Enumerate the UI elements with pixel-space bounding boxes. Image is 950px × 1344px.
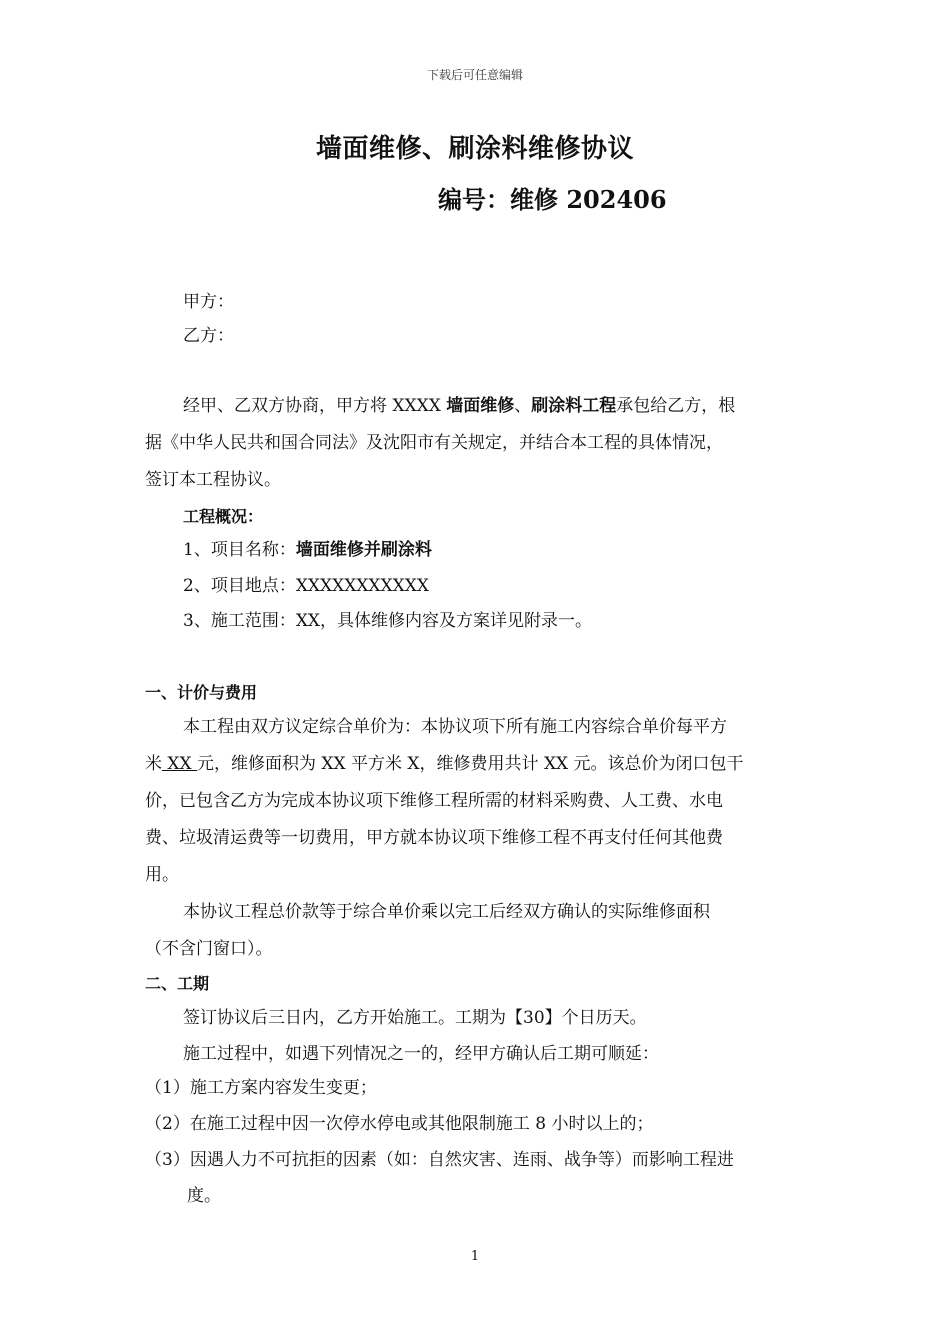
overview-item-3: 3、施工范围：XX，具体维修内容及方案详见附录一。 xyxy=(183,611,593,631)
text: 元，维修面积为 XX 平方米 X，维修费用共计 XX 元。该总价为闭口包干 xyxy=(197,754,744,774)
intro-text: 承包给乙方，根 xyxy=(616,396,736,416)
section-1-line-4: 费、垃圾清运费等一切费用，甲方就本协议项下维修工程不再支付任何其他费 xyxy=(145,828,723,848)
intro-line-1 xyxy=(183,395,735,417)
section-1-line-6: 本协议工程总价款等于综合单价乘以完工后经双方确认的实际维修面积 xyxy=(183,902,710,922)
intro-text: 经甲、乙双方协商，甲方将 XXXX xyxy=(183,396,447,416)
section-2-line-1: 签订协议后三日内，乙方开始施工。工期为【30】个日历天。 xyxy=(183,1008,647,1028)
unit-price-blank: XX xyxy=(162,754,198,774)
project-name: 墙面维修并刷涂料 xyxy=(295,540,432,560)
section-1-line-3: 价，已包含乙方为完成本协议项下维修工程所需的材料采购费、人工费、水电 xyxy=(145,791,723,811)
header-note: 下载后可任意编辑 xyxy=(426,68,523,82)
condition-1: （1）施工方案内容发生变更； xyxy=(145,1078,377,1098)
intro-text: 、 xyxy=(514,396,532,416)
section-2-heading: 二、工期 xyxy=(145,974,210,993)
section-1-line-5: 用。 xyxy=(145,865,179,885)
section-1-line-1: 本工程由双方议定综合单价为：本协议项下所有施工内容综合单价每平方 xyxy=(183,717,727,737)
intro-line-2: 据《中华人民共和国合同法》及沈阳市有关规定，并结合本工程的具体情况， xyxy=(145,433,723,453)
section-1-line-2 xyxy=(145,753,744,775)
intro-bold-paint: 刷涂料工程 xyxy=(531,396,617,416)
condition-2: （2）在施工过程中因一次停水停电或其他限制施工 8 小时以上的； xyxy=(145,1114,654,1134)
section-1-heading: 一、计价与费用 xyxy=(145,683,258,702)
document-number: 编号：维修 202406 xyxy=(438,185,667,214)
overview-heading: 工程概况： xyxy=(183,507,264,526)
overview-item-label: 1、项目名称： xyxy=(183,540,296,560)
intro-line-3: 签订本工程协议。 xyxy=(145,470,281,490)
party-a-label: 甲方： xyxy=(183,292,234,312)
intro-bold-wall: 墙面维修 xyxy=(446,396,515,416)
section-1-line-7: （不含门窗口）。 xyxy=(145,939,273,959)
condition-3-line-2: 度。 xyxy=(187,1186,221,1206)
condition-3-line-1: （3）因遇人力不可抗拒的因素（如：自然灾害、连雨、战争等）而影响工程进 xyxy=(145,1150,734,1170)
document-title: 墙面维修、刷涂料维修协议 xyxy=(315,134,634,164)
section-2-line-2: 施工过程中，如遇下列情况之一的，经甲方确认后工期可顺延： xyxy=(183,1044,659,1064)
text: 米 xyxy=(145,754,162,774)
page-number: 1 xyxy=(470,1249,480,1264)
party-b-label: 乙方： xyxy=(183,326,234,346)
overview-item-1 xyxy=(183,539,432,561)
overview-item-2: 2、项目地点：XXXXXXXXXXX xyxy=(183,576,429,596)
